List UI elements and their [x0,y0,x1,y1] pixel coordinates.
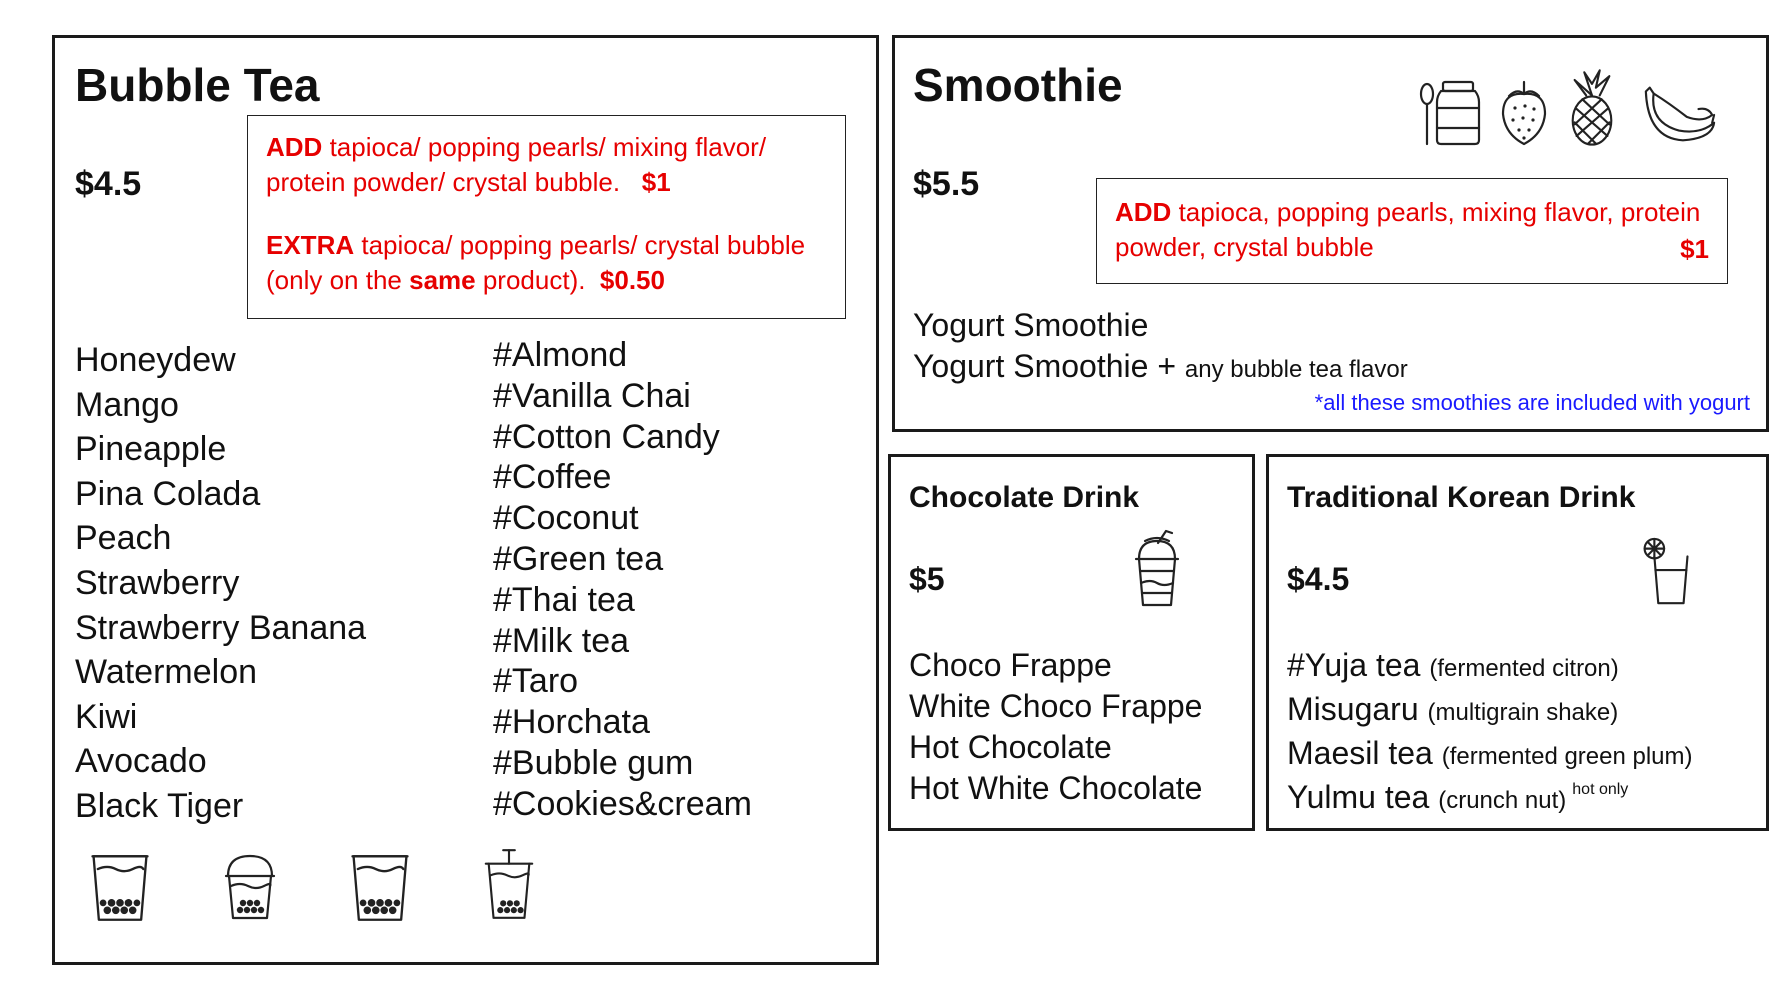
extra-bold: same [409,265,476,295]
strawberry-icon [1497,78,1551,148]
yogurt-jar-icon [1419,78,1483,148]
add-price: $1 [1680,234,1709,264]
hot-only-note: hot only [1572,781,1629,798]
list-item: White Choco Frappe [909,688,1203,724]
chocolate-price: $5 [909,561,945,597]
list-item: Maesil tea (fermented green plum) [1287,735,1693,771]
bubble-tea-panel [52,35,879,965]
extra-text: tapioca/ popping pearls/ crystal bubble (only on the [266,230,806,295]
straw-cup-icon [480,846,538,924]
list-item: Misugaru (multigrain shake) [1287,691,1619,727]
bubble-cup-icon [348,850,412,924]
hash-flavor-list [493,335,752,825]
list-item: Yulmu tea (crunch nut) $^{hot only}$ [1287,779,1629,815]
list-item: Yogurt Smoothie + any bubble tea flavor [913,348,1408,384]
list-item: Avocado [75,742,207,781]
list-item: Strawberry Banana [75,608,367,647]
bubble-tea-title: Bubble Tea [75,59,320,111]
smoothie-panel [892,35,1769,432]
list-item: #Bubble gum [493,743,694,782]
smoothie-price: $5.5 [913,165,980,203]
chocolate-panel [888,454,1255,831]
pineapple-icon [1565,66,1619,148]
list-item: #Green tea [493,539,664,578]
bubble-cup-icon [88,850,152,924]
smoothie-list [913,305,1408,390]
list-item: #Coffee [493,458,612,497]
bubble-tea-addons-box [247,115,846,319]
extra-text-2: product). [482,265,586,295]
list-item: #Cotton Candy [493,417,720,456]
list-item: Mango [75,385,179,424]
banana-icon [1640,83,1718,143]
add-line [266,130,827,200]
extra-line [266,228,827,298]
list-item: Strawberry [75,563,240,602]
smoothie-addons-box [1096,178,1728,284]
extra-word: EXTRA [266,230,355,260]
add-word: ADD [1115,197,1172,227]
list-item: #Yuja tea (fermented citron) [1287,647,1619,683]
list-item: Yogurt Smoothie [913,307,1149,343]
korean-drink-panel [1266,454,1769,831]
frappe-cup-icon [1132,529,1182,609]
chocolate-list [909,645,1202,809]
list-item: #Cookies&cream [493,784,752,823]
list-item: #Thai tea [493,580,635,619]
list-item: #Vanilla Chai [493,376,691,415]
add-text: tapioca, popping pearls, mixing flavor, protein powder, crystal bubble [1115,197,1701,262]
add-word: ADD [266,132,323,162]
list-item: Pineapple [75,430,227,469]
extra-price: $0.50 [599,265,665,295]
list-item: #Horchata [493,703,650,742]
korean-price: $4.5 [1287,561,1350,597]
list-item: Hot White Chocolate [909,770,1203,806]
list-item: Black Tiger [75,786,244,825]
korean-title: Traditional Korean Drink [1287,481,1636,514]
korean-list [1287,645,1693,824]
smoothie-note: *all these smoothies are included with yogurt [1314,390,1750,415]
list-item: #Almond [493,336,628,374]
add-text: tapioca/ popping pearls/ mixing flavor/ protein powder/ crystal bubble. [266,132,767,197]
dome-lid-cup-icon [220,850,280,924]
list-item: Honeydew [75,341,236,379]
list-item: #Taro [493,662,579,701]
list-item: Hot Chocolate [909,729,1112,765]
list-item: Pina Colada [75,474,261,513]
list-item: #Coconut [493,499,639,538]
fruit-flavor-list [75,338,366,829]
list-item: #Milk tea [493,621,630,660]
chocolate-title: Chocolate Drink [909,481,1140,514]
add-price: $1 [641,167,671,197]
bubble-tea-price: $4.5 [75,165,142,203]
list-item: Kiwi [75,697,138,736]
smoothie-title: Smoothie [913,59,1123,111]
list-item: Peach [75,519,172,558]
list-item: Choco Frappe [909,647,1112,683]
lemon-drink-icon [1642,535,1694,609]
list-item: Watermelon [75,653,258,692]
